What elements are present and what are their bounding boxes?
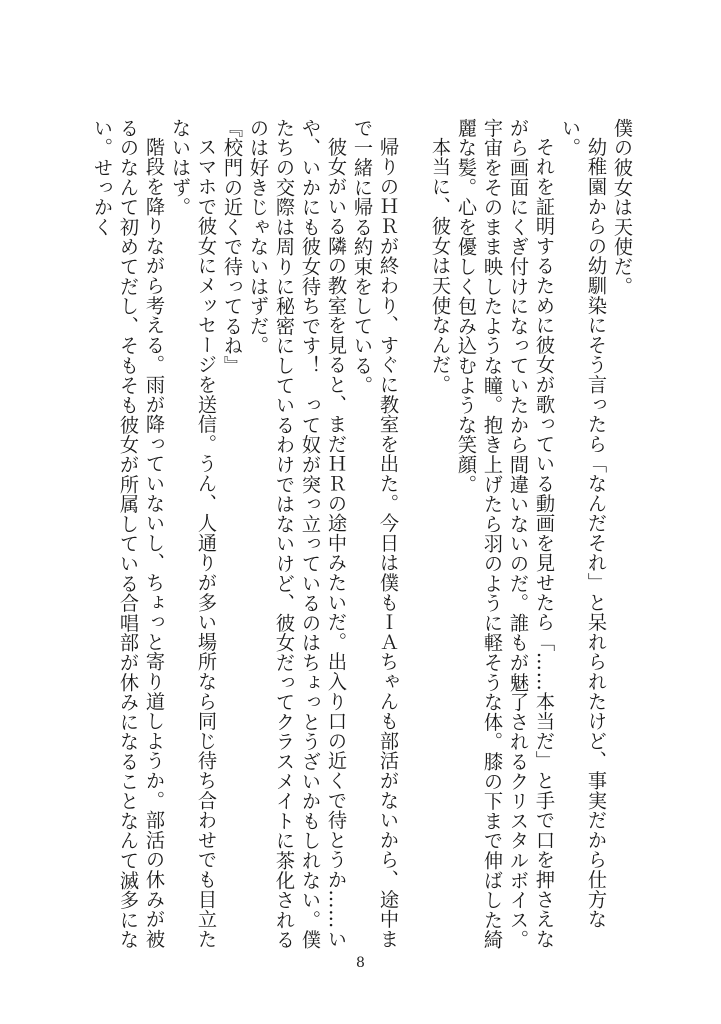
paragraph-3: それを証明するために彼女が歌っている動画を見せたら「……本当だ」と手で口を押さえながら画面にくぎ付けになっていたから間違いないのだ。誰もが魅了されるクリスタルボイス。宇宙をそのまま映したような瞳。抱き上げたら羽のように軽そうな体。膝の下まで伸ばした綺麗な髪。心を優しく包み込むような笑顔。 xyxy=(455,118,556,950)
paragraph-1: 僕の彼女は天使だ。 xyxy=(611,118,634,297)
paragraph-5: 帰りのＨＲが終わり、すぐに教室を出た。今日は僕もＩＡちゃんも部活がないから、途中まで一緒に帰る約束をしている。 xyxy=(351,118,400,949)
paragraph-4: 本当に、彼女は天使なんだ。 xyxy=(429,137,452,395)
paragraph-6: 彼女がいる隣の教室を見ると、まだＨＲの途中みたいだ。出入り口の近くで待とうか……いや、いかにも彼女待ちです！ って奴が突っ立っているのはちょっとうざいかもしれない。僕たちの交際は周りに秘密にしているわけではないけど、彼女だってクラスメイトに茶化されるのは好きじゃないはずだ。 xyxy=(247,118,348,950)
page-number: 8 xyxy=(356,955,365,971)
paragraph-9: 階段を降りながら考える。雨が降っていないし、ちょっと寄り道しようか。部活の休みが被るのなんて初めてだし、そもそも彼女が所属している合唱部が休みになることなんて滅多にない。せっかく xyxy=(91,118,166,950)
vertical-body-text xyxy=(89,118,635,958)
paragraph-2: 幼稚園からの幼馴染にそう言ったら「なんだそれ」と呆れられたけど、事実だから仕方ない。 xyxy=(559,118,608,930)
paragraph-7: 『校門の近くで待ってるね』 xyxy=(221,118,244,376)
paragraph-8: スマホで彼女にメッセージを送信。うん、人通りが多い場所なら同じ待ち合わせでも目立たないはず。 xyxy=(169,118,218,949)
blank-line xyxy=(401,118,427,958)
